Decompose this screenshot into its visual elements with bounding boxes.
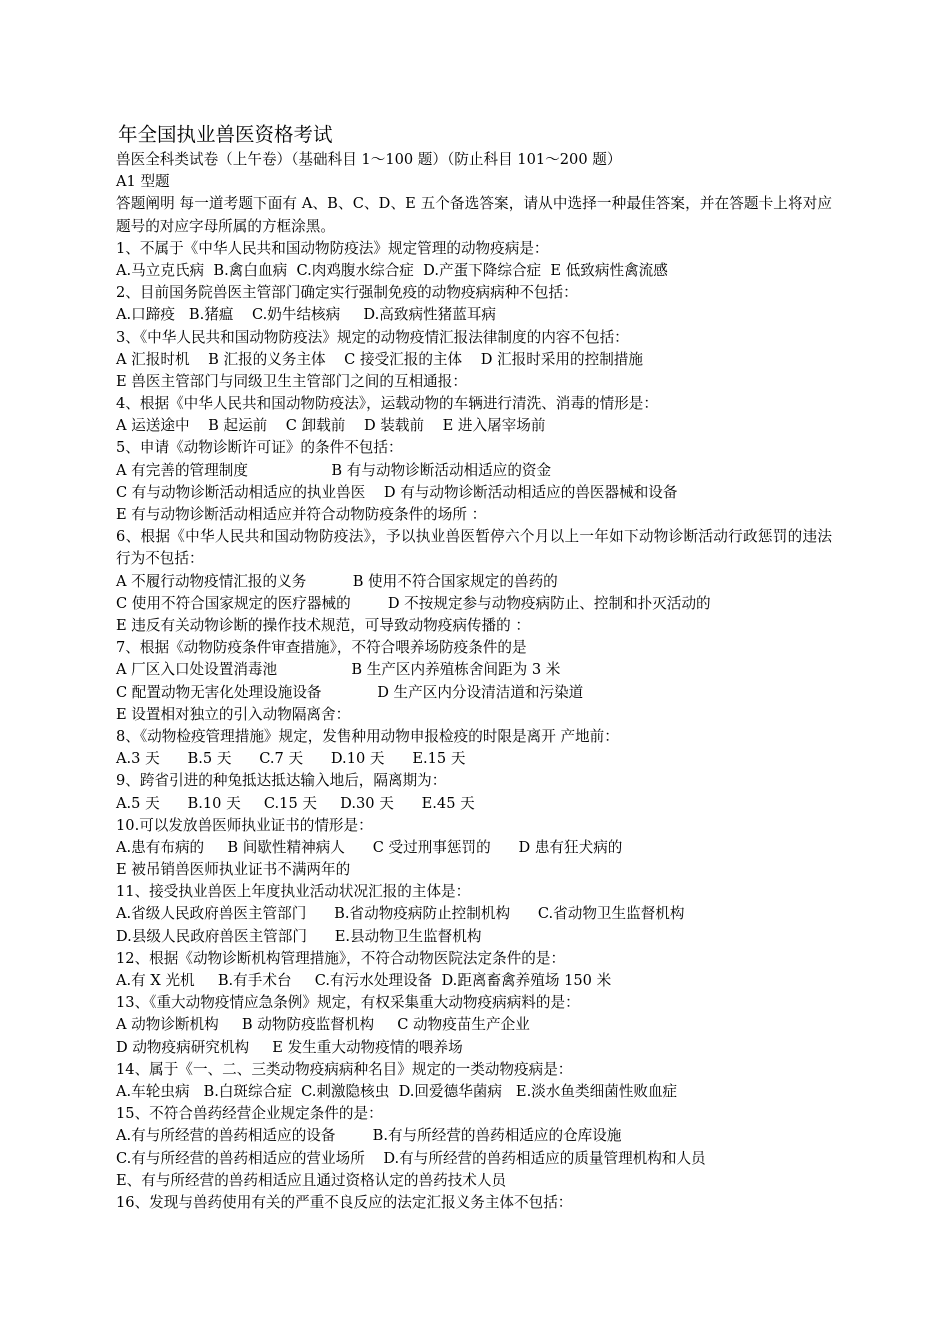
question-7: 7、根据《动物防疫条件审查措施》，不符合喂养场防疫条件的是 [116,639,527,657]
question-1-options: A.马立克氏病 B.禽白血病 C.肉鸡腹水综合症 D.产蛋下降综合症 E 低致病性禽流感 [116,261,668,279]
question-15: 15、不符合兽药经营企业规定条件的是： [116,1105,383,1123]
question-7-options: E 设置相对独立的引入动物隔离舍： [116,705,351,723]
exam-subtitle: 兽医全科类试卷（上午卷）（基础科目 1～100 题）（防止科目 101～200 题） [116,151,622,168]
question-15-options: E、有与所经营的兽药相适应且通过资格认定的兽药技术人员 [116,1171,507,1189]
question-3-options: E 兽医主管部门与同级卫生主管部门之间的互相通报： [116,372,467,390]
question-12-options: A.有 X 光机 B.有手术台 C.有污水处理设备 D.距离畜禽养殖场 150 米 [116,972,612,989]
question-6-options: C 使用不符合国家规定的医疗器械的 D 不按规定参与动物疫病防止、控制和扑灭活动的 [116,594,711,612]
question-type: A1 型题 [116,173,170,191]
question-10-options: E 被吊销兽医师执业证书不满两年的 [116,861,351,879]
question-11-options: D.县级人民政府兽医主管部门 E.县动物卫生监督机构 [116,927,482,945]
question-7-options: A 厂区入口处设置消毒池 B 生产区内养殖栋舍间距为 3 米 [116,661,561,679]
question-16: 16、发现与兽药使用有关的严重不良反应的法定汇报义务主体不包括： [116,1193,573,1211]
question-5: 5、申请《动物诊断许可证》的条件不包括： [116,439,403,457]
question-13: 13、《重大动物疫情应急条例》规定，有权采集重大动物疫病病料的是： [116,994,580,1012]
page-title: 年全国执业兽医资格考试 [118,123,333,146]
question-15-options: C.有与所经营的兽药相适应的营业场所 D.有与所经营的兽药相适应的质量管理机构和人员 [116,1149,706,1167]
question-8-options: A.3 天 B.5 天 C.7 天 D.10 天 E.15 天 [116,750,466,768]
question-14-options: A.车轮虫病 B.白斑综合症 C.刺激隐核虫 D.回爱德华菌病 E.淡水鱼类细菌性败血症 [116,1082,678,1100]
question-13-options: D 动物疫病研究机构 E 发生重大动物疫情的喂养场 [116,1038,463,1056]
question-5-options: A 有完善的管理制度 B 有与动物诊断活动相适应的资金 [116,461,552,479]
question-3-options: A 汇报时机 B 汇报的义务主体 C 接受汇报的主体 D 汇报时采用的控制措施 [116,350,643,368]
question-1: 1、不属于《中华人民共和国动物防疫法》规定管理的动物疫病是： [116,239,549,257]
question-4: 4、根据《中华人民共和国动物防疫法》，运载动物的车辆进行清洗、消毒的情形是： [116,395,658,413]
question-13-options: A 动物诊断机构 B 动物防疫监督机构 C 动物疫苗生产企业 [116,1016,530,1034]
question-6: 6、根据《中华人民共和国动物防疫法》，予以执业兽医暂停六个月以上一年如下动物诊断活动行政惩罚的违法行为不包括： [116,528,832,568]
question-6-options: E 违反有关动物诊断的操作技术规范，可导致动物疫病传播的 ： [116,617,530,634]
question-10-options: A.患有布病的 B 间歇性精神病人 C 受过刑事惩罚的 D 患有狂犬病的 [116,838,623,856]
question-6-options: A 不履行动物疫情汇报的义务 B 使用不符合国家规定的兽药的 [116,572,558,590]
question-14: 14、属于《一、二、三类动物疫病病种名目》规定的一类动物疫病是： [116,1060,573,1078]
question-4-options: A 运送途中 B 起运前 C 卸载前 D 装载前 E 进入屠宰场前 [116,417,546,435]
question-11: 11、接受执业兽医上年度执业活动状况汇报的主体是： [116,883,471,901]
question-2-options: A.口蹄疫 B.猪瘟 C.奶牛结核病 D.高致病性猪蓝耳病 [116,306,497,324]
question-3: 3、《中华人民共和国动物防疫法》规定的动物疫情汇报法律制度的内容不包括： [116,328,629,346]
question-8: 8、《动物检疫管理措施》规定，发售种用动物申报检疫的时限是离开 产地前： [116,727,619,745]
question-12: 12、根据《动物诊断机构管理措施》，不符合动物医院法定条件的是： [116,949,566,967]
question-2: 2、目前国务院兽医主管部门确定实行强制免疫的动物疫病病种不包括： [116,284,578,302]
question-10: 10.可以发放兽医师执业证书的情形是： [116,816,373,834]
document-body [116,120,836,1214]
question-5-options: E 有与动物诊断活动相适应并符合动物防疫条件的场所 ： [116,506,487,524]
question-5-options: C 有与动物诊断活动相适应的执业兽医 D 有与动物诊断活动相适应的兽医器械和设备 [116,483,678,501]
question-11-options: A.省级人民政府兽医主管部门 B.省动物疫病防止控制机构 C.省动物卫生监督机构 [116,905,685,923]
question-7-options: C 配置动物无害化处理设施设备 D 生产区内分设清洁道和污染道 [116,683,584,701]
instructions: 答题阐明 每一道考题下面有 A、B、C、D、E 五个备选答案，请从中选择一种最佳答案，并在答题卡上将对应题号的对应字母所属的方框涂黑。 [116,195,832,235]
question-9: 9、跨省引进的种兔抵达抵达输入地后，隔离期为： [116,772,447,790]
question-15-options: A.有与所经营的兽药相适应的设备 B.有与所经营的兽药相适应的仓库设施 [116,1127,622,1145]
question-9-options: A.5 天 B.10 天 C.15 天 D.30 天 E.45 天 [116,794,475,812]
